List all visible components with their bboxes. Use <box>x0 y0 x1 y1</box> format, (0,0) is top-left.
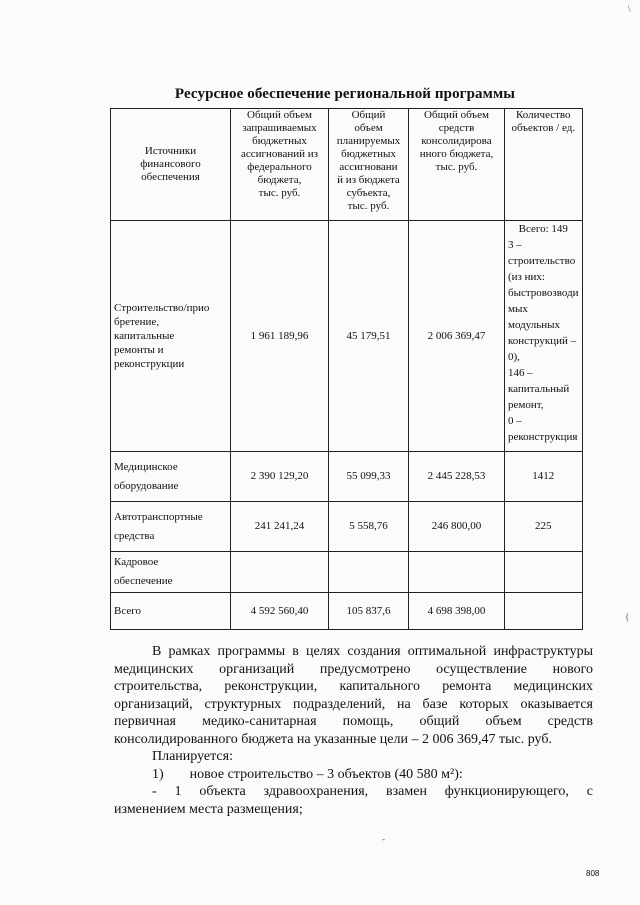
header-sources: Источники финансового обеспечения <box>111 109 231 221</box>
source-cell: Строительство/прио бретение, капитальные ремонты и реконструкции <box>111 221 231 452</box>
federal-cell: 4 592 560,40 <box>231 593 329 630</box>
count-cell <box>505 593 583 630</box>
bullet-item: - 1 объекта здравоохранения, взамен функционирующего, с <box>152 784 593 799</box>
header-regional: Общий объем планируемых бюджетных ассигновани й из бюджета субъекта, тыс. руб. <box>329 109 409 221</box>
resource-table <box>110 108 583 630</box>
federal-cell: 241 241,24 <box>231 502 329 552</box>
list-item-new-construction: 1) новое строительство – 3 объектов (40 580 м²): <box>152 766 463 782</box>
paragraph-infrastructure: В рамках программы в целях создания оптимальной инфраструктуры медицинских организаций предусмотрено осуществление нового строительства, реконструкции, капитального ремонта медицинских организаций, структурных подразделений, на базе которых оказывается первичная медико-санитарная помощь, общий объем средств консолидированного бюджета на указанные цели – 2 006 369,47 тыс. руб. Планируется: 1) новое строительство – 3 объектов (40 580 м²): - 1 объекта здравоохранения, взамен функционирующего, с изменением места размещения; <box>114 644 593 817</box>
federal-cell <box>231 552 329 593</box>
scan-mark: \ <box>628 4 631 14</box>
table-row <box>111 221 583 452</box>
regional-cell <box>329 552 409 593</box>
header-count: Количество объектов / ед. <box>505 109 583 221</box>
table-row <box>111 552 583 593</box>
count-cell: Всего: 149 3 – строительство (из них: быстровозводи мых модульных конструкций – 0), 146 – капитальный ремонт, 0 – реконструкция <box>505 221 583 452</box>
consolidated-cell: 4 698 398,00 <box>409 593 505 630</box>
scan-mark: - <box>382 834 385 844</box>
regional-cell: 55 099,33 <box>329 452 409 502</box>
source-cell: Медицинское оборудование <box>111 452 231 502</box>
consolidated-cell <box>409 552 505 593</box>
regional-cell: 45 179,51 <box>329 221 409 452</box>
consolidated-cell: 2 445 228,53 <box>409 452 505 502</box>
scan-mark: { <box>625 612 630 622</box>
federal-cell: 2 390 129,20 <box>231 452 329 502</box>
regional-cell: 5 558,76 <box>329 502 409 552</box>
table-title: Ресурсное обеспечение региональной программы <box>174 86 516 102</box>
planned-label: Планируется: <box>152 749 233 764</box>
consolidated-cell: 2 006 369,47 <box>409 221 505 452</box>
table-row <box>111 593 583 630</box>
count-cell: 225 <box>505 502 583 552</box>
source-cell: Автотранспортные средства <box>111 502 231 552</box>
page-number: 808 <box>586 869 600 878</box>
table-row <box>111 502 583 552</box>
federal-cell: 1 961 189,96 <box>231 221 329 452</box>
header-federal: Общий объем запрашиваемых бюджетных ассигнований из федерального бюджета, тыс. руб. <box>231 109 329 221</box>
count-cell <box>505 552 583 593</box>
consolidated-cell: 246 800,00 <box>409 502 505 552</box>
source-cell: Всего <box>111 593 231 630</box>
table-row <box>111 452 583 502</box>
regional-cell: 105 837,6 <box>329 593 409 630</box>
header-consolidated: Общий объем средств консолидирова нного бюджета, тыс. руб. <box>409 109 505 221</box>
count-cell: 1412 <box>505 452 583 502</box>
source-cell: Кадровое обеспечение <box>111 552 231 593</box>
table-header-row <box>111 109 583 221</box>
